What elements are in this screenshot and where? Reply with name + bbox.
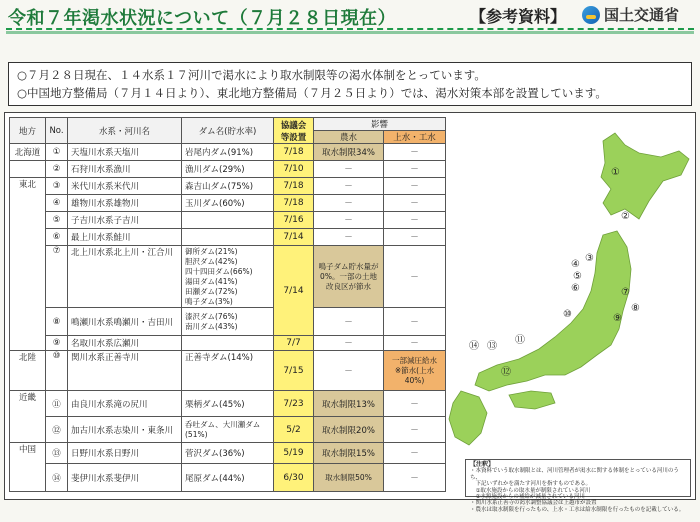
header-council: 協議会等設置 [274,118,314,144]
region-cell [10,161,46,178]
water-cell: － [384,391,446,417]
header-agri: 農水 [314,131,384,144]
river-cell: 斐伊川水系斐伊川 [68,464,182,492]
water-cell: － [384,464,446,492]
no-cell: ⑩ [46,351,68,391]
map-label-5: ⑤ [573,271,582,282]
header-water: 上水・工水 [384,131,446,144]
no-cell: ⑦ [46,246,68,308]
map-label-8: ⑧ [631,303,640,314]
table-row [10,195,446,212]
table-row [10,178,446,195]
dam-cell: 岩尾内ダム(91%) [182,144,274,161]
region-cell: 北陸 [10,351,46,391]
river-cell: 天塩川水系天塩川 [68,144,182,161]
water-cell: － [384,308,446,336]
region-cell: 近畿 [10,391,46,443]
kyushu-shape [449,391,487,445]
footnote-line: 下記いずれかを満たす河川を指すものである。 [470,481,592,488]
no-cell: ⑨ [46,336,68,351]
water-cell: 一部減圧給水 ※節水(上水40%) [384,351,446,391]
dam-cell: 御所ダム(21%) 胆沢ダム(42%) 四十四田ダム(66%) 湯田ダム(41%) 田瀬ダム(72%) 鳴子ダム(3%) [182,246,274,308]
dam-cell [182,212,274,229]
water-cell: － [384,229,446,246]
footnote-line: ②水源施設からの補給が減量されている河川 [470,494,585,501]
dam-cell: 漁川ダム(29%) [182,161,274,178]
map-label-12: ⑫ [501,367,511,378]
council-cell: 7/7 [274,336,314,351]
header-divider-bar [6,31,694,34]
river-cell: 最上川水系鮭川 [68,229,182,246]
header-dam: ダム名(貯水率) [182,118,274,144]
map-label-10: ⑩ [563,309,572,320]
council-cell: 7/23 [274,391,314,417]
table-row [10,443,446,464]
no-cell: ③ [46,178,68,195]
river-cell: 日野川水系日野川 [68,443,182,464]
japan-map [435,123,693,453]
river-cell: 雄物川水系雄物川 [68,195,182,212]
council-cell: 7/10 [274,161,314,178]
dam-cell: 菅沢ダム(36%) [182,443,274,464]
river-cell: 石狩川水系漁川 [68,161,182,178]
table-row [10,229,446,246]
footnote-line: ・関川水系正善寺の渇水調整協議会は上越市が設置 [470,500,597,507]
table-row [10,351,446,391]
summary-line-2: ○中国地方整備局（７月１４日より）、東北地方整備局（７月２５日より）では、渇水対策本部を設置しています。 [17,86,607,100]
table-row [10,246,446,308]
header-river: 水系・河川名 [68,118,182,144]
map-label-4: ④ [571,259,580,270]
river-cell: 子吉川水系子吉川 [68,212,182,229]
table-row [10,144,446,161]
region-cell: 東北 [10,178,46,351]
dam-cell: 栗柄ダム(45%) [182,391,274,417]
river-cell: 名取川水系広瀬川 [68,336,182,351]
council-cell: 7/14 [274,246,314,336]
dam-cell [182,229,274,246]
table-row [10,464,446,492]
water-cell: － [384,246,446,308]
map-label-13: ⑬ [487,341,497,352]
table-row [10,417,446,443]
agri-cell: 鳴子ダム貯水量が0%。一部の土地改良区が節水 [314,246,384,308]
council-cell: 7/18 [274,144,314,161]
river-cell: 由良川水系滝の尻川 [68,391,182,417]
org-name: 国土交通省 [604,6,680,24]
mlit-logo-icon [582,6,600,24]
table-row [10,391,446,417]
main-panel [4,112,696,513]
council-cell: 7/16 [274,212,314,229]
agri-cell: － [314,212,384,229]
river-cell: 関川水系正善寺川 [68,351,182,391]
table-row [10,161,446,178]
map-label-7: ⑦ [621,287,630,298]
dam-cell: 尾原ダム(44%) [182,464,274,492]
honshu-shape [475,231,631,391]
agri-cell: 取水制限13% [314,391,384,417]
water-cell: － [384,443,446,464]
water-cell: － [384,212,446,229]
drought-table [9,117,446,492]
no-cell: ⑪ [46,391,68,417]
water-cell: － [384,178,446,195]
council-cell: 5/19 [274,443,314,464]
no-cell: ④ [46,195,68,212]
no-cell: ⑤ [46,212,68,229]
dam-cell: 漆沢ダム(76%) 南川ダム(43%) [182,308,274,336]
page-title: 令和７年渇水状況について（７月２８日現在） [8,8,397,29]
river-cell: 米代川水系米代川 [68,178,182,195]
agri-cell: － [314,178,384,195]
dam-cell: 玉川ダム(60%) [182,195,274,212]
council-cell: 6/30 [274,464,314,492]
header-region: 地方 [10,118,46,144]
dam-cell: 森吉山ダム(75%) [182,178,274,195]
no-cell: ⑥ [46,229,68,246]
org-logo [582,4,679,25]
water-cell: － [384,336,446,351]
dam-cell [182,336,274,351]
no-cell: ② [46,161,68,178]
agri-cell: 取水制限20% [314,417,384,443]
council-cell: 5/2 [274,417,314,443]
council-cell: 7/14 [274,229,314,246]
footnote-line: ・本資料でいう取水制限とは、河川管理者が渇水に関する体制をとっている河川のうち、 [470,468,679,481]
table-row [10,212,446,229]
summary-box [8,62,692,106]
map-label-9: ⑨ [613,313,622,324]
footnote-box [465,459,691,513]
water-cell: － [384,195,446,212]
no-cell: ⑬ [46,443,68,464]
header-no: No. [46,118,68,144]
river-cell: 加古川水系志染川・東条川 [68,417,182,443]
agri-cell: － [314,336,384,351]
agri-cell: 取水制限15% [314,443,384,464]
summary-line-1: ○７月２８日現在、１４水系１７河川で渇水により取水制限等の渇水体制をとっています。 [17,68,486,82]
agri-cell: 取水制限34% [314,144,384,161]
council-cell: 7/18 [274,195,314,212]
river-cell: 鳴瀬川水系鳴瀬川・吉田川 [68,308,182,336]
region-cell: 北海道 [10,144,46,161]
table-row [10,308,446,336]
header-impact: 影響 [314,118,446,131]
dam-cell: 呑吐ダム、大川瀬ダム(51%) [182,417,274,443]
agri-cell: 取水制限50% [314,464,384,492]
map-label-2: ② [621,211,630,222]
map-label-11: ⑪ [515,335,525,346]
agri-cell: － [314,308,384,336]
council-cell: 7/18 [274,178,314,195]
region-cell: 中国 [10,443,46,492]
shikoku-shape [509,391,555,409]
footnote-line: ・農水は取水制限を行ったもの、上水・工水は給水制限を行ったものを記載している。 [470,506,685,513]
no-cell: ⑧ [46,308,68,336]
footnote-line: ①取水施設からの取水量が制限されている河川 [470,487,591,494]
agri-cell: － [314,351,384,391]
map-label-6: ⑥ [571,283,580,294]
map-label-3: ③ [585,253,594,264]
reference-badge: 【参考資料】 [470,7,567,26]
no-cell: ⑫ [46,417,68,443]
council-cell: 7/15 [274,351,314,391]
water-cell: － [384,144,446,161]
water-cell: － [384,161,446,178]
header-divider [6,28,694,30]
water-cell: － [384,417,446,443]
map-label-1: ① [611,167,620,178]
agri-cell: － [314,195,384,212]
table-row [10,336,446,351]
agri-cell: － [314,229,384,246]
agri-cell: － [314,161,384,178]
dam-cell: 正善寺ダム(14%) [182,351,274,391]
no-cell: ⑭ [46,464,68,492]
river-cell: 北上川水系北上川・江合川 [68,246,182,308]
no-cell: ① [46,144,68,161]
map-label-14: ⑭ [469,341,479,352]
footnote-title: 【注釈】 [470,461,495,468]
